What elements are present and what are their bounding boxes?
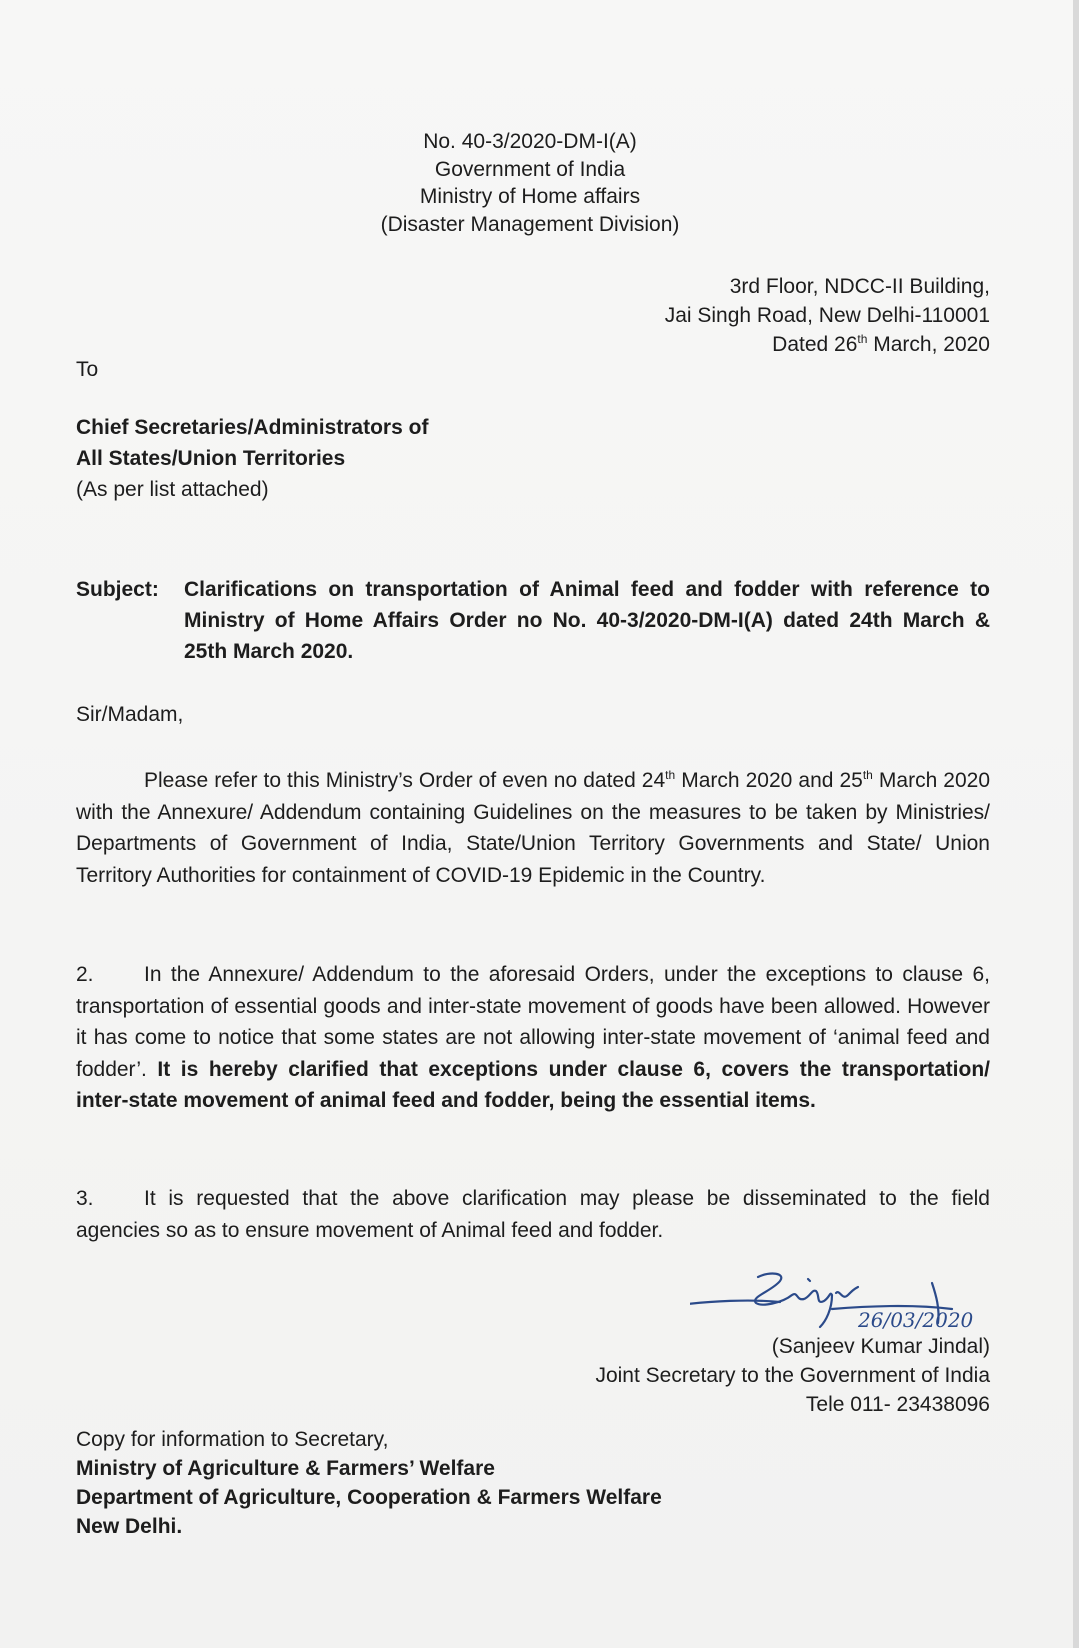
address-line-1: 3rd Floor, NDCC-II Building, [729, 275, 990, 298]
recipient-block [76, 412, 428, 505]
copy-to-block [76, 1425, 662, 1541]
reference-number: No. 40-3/2020-DM-I(A) [423, 130, 637, 153]
signatory-name: (Sanjeev Kumar Jindal) [771, 1335, 990, 1358]
address-line-2: Jai Singh Road, New Delhi-110001 [664, 304, 990, 327]
paragraph-number: 2. [76, 963, 94, 986]
letter-header [340, 128, 720, 238]
paragraph-3: 3. It is requested that the above clarification may please be disseminated to the field agencies so as to ensure movement of Animal feed and fodder. [76, 1183, 990, 1246]
copy-line-2: Ministry of Agriculture & Farmers’ Welfare [76, 1457, 495, 1480]
letter-date: Dated 26th March, 2020 [772, 332, 990, 356]
copy-line-4: New Delhi. [76, 1515, 183, 1538]
salutation: Sir/Madam, [76, 703, 184, 726]
recipient-line-3: (As per list attached) [76, 478, 269, 501]
ministry-name: Ministry of Home affairs [419, 185, 641, 208]
signature-date: 26/03/2020 [858, 1308, 974, 1332]
division-name: (Disaster Management Division) [380, 212, 680, 236]
copy-line-1: Copy for information to Secretary, [76, 1428, 389, 1451]
recipient-line-2: All States/Union Territories [76, 447, 346, 470]
signatory-designation: Joint Secretary to the Government of India [595, 1364, 990, 1387]
page-edge-shadow [1073, 0, 1079, 1648]
government-name: Government of India [434, 157, 626, 181]
subject-text: Clarifications on transportation of Animal feed and fodder with reference to Ministry of Home Affairs Order no No. 40-3/2020-DM-I(A) dated 24th March & 25th March 2020. [184, 578, 990, 663]
paragraph-number: 3. [76, 1187, 94, 1210]
recipient-line-1: Chief Secretaries/Administrators of [76, 416, 429, 439]
signatory-telephone: Tele 011- 23438096 [805, 1393, 990, 1416]
sender-address [665, 272, 990, 359]
to-label: To [76, 358, 99, 381]
paragraph-1: Please refer to this Ministry’s Order of even no dated 24th March 2020 and 25th March 2020 with the Annexure/ Addendum containing Guidelines on the measures to be taken by Ministries/ Departments of Government of India, State/Union Territory Governments and State/ Union Territory Authorities for containment of COVID-19 Epidemic in the Country. [76, 768, 991, 887]
clarification-text: It is hereby clarified that exceptions under clause 6, covers the transportation/ inter-state movement of animal feed and fodder, being the essential items. [76, 1057, 990, 1112]
paragraph-2: 2. In the Annexure/ Addendum to the aforesaid Orders, under the exceptions to clause 6, transportation of essential goods and inter-state movement of goods have been allowed. However it has come to notice that some states are not allowing inter-state movement of ‘animal feed and fodder’. It is hereby clarified that exceptions under clause 6, covers the transportation/ inter-state movement of animal feed and fodder, being the essential items. [76, 959, 990, 1117]
subject-label: Subject: [76, 578, 159, 601]
copy-line-3: Department of Agriculture, Cooperation & Farmers Welfare [76, 1486, 662, 1509]
signatory-block [595, 1332, 990, 1419]
subject-block [76, 574, 990, 667]
